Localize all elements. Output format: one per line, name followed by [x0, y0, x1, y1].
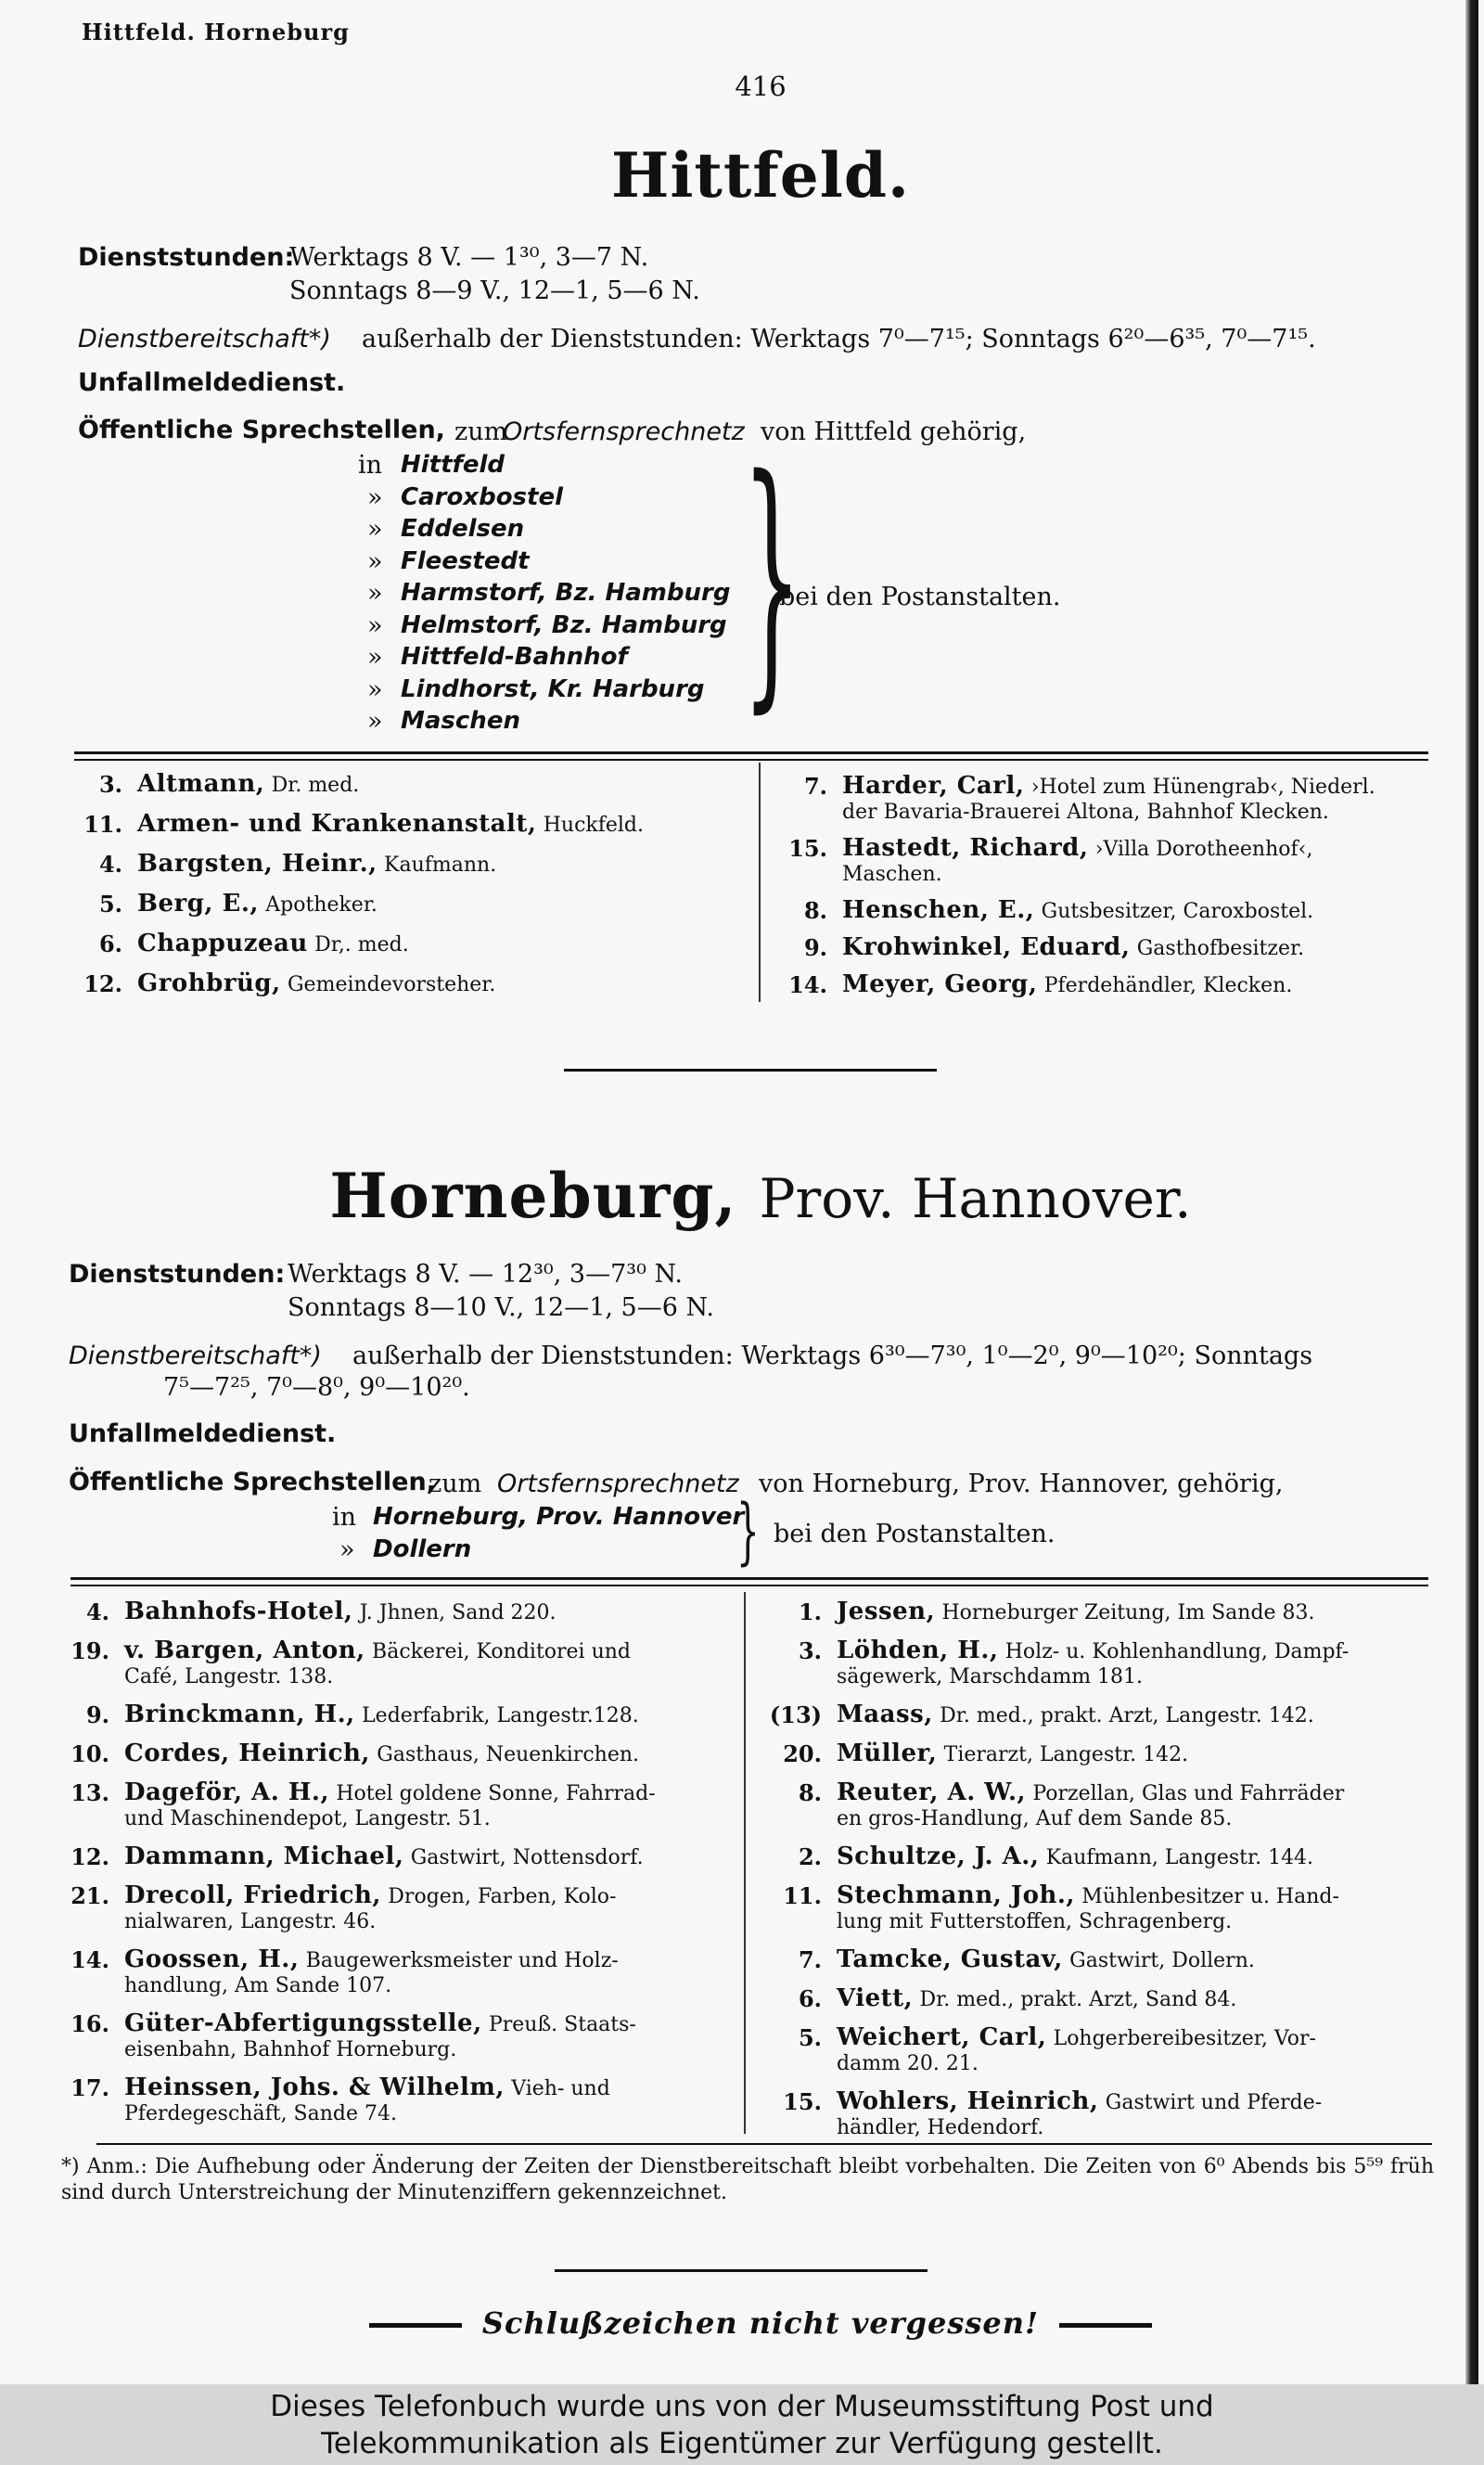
entry-number: 13.	[70, 1779, 109, 1806]
entry-name: Chappuzeau	[137, 930, 308, 957]
entry-description: J. Jhnen, Sand 220.	[359, 1601, 556, 1624]
hittfeld-places-suffix: bei den Postanstalten.	[779, 583, 1061, 611]
section-separator	[564, 1069, 937, 1072]
entry-description: Gemeindevorsteher.	[287, 973, 496, 996]
entry-description: Holz- u. Kohlenhandlung, Dampf-	[1004, 1640, 1350, 1663]
place-name: Dollern	[373, 1535, 472, 1563]
ditto-mark: »	[367, 610, 383, 640]
entry-name: Tamcke, Gustav,	[837, 1945, 1063, 1973]
horneburg-hours-label: Dienststunden:	[69, 1260, 286, 1289]
entry-continuation: sägewerk, Marschdamm 181.	[837, 1665, 1144, 1688]
section-title-hittfeld: Hittfeld.	[611, 139, 910, 212]
ditto-mark: »	[367, 579, 383, 608]
entry-description: Preuß. Staats-	[488, 2013, 636, 2036]
entry-number: 2.	[798, 1843, 822, 1870]
hittfeld-column-divider	[759, 763, 761, 1002]
place-name: Eddelsen	[401, 515, 525, 543]
hittfeld-table-rule	[74, 751, 1428, 761]
entry-continuation: lung mit Futterstoffen, Schragenberg.	[837, 1910, 1233, 1933]
horneburg-places-in: in	[332, 1503, 357, 1532]
hittfeld-public-owner: von Hittfeld gehörig,	[761, 417, 1027, 446]
entry-name: Meyer, Georg,	[842, 970, 1038, 998]
entry-continuation: händler, Hedendorf.	[837, 2116, 1044, 2139]
entry-number: 4.	[98, 851, 122, 878]
entry-name: Güter-Abfertigungsstelle,	[124, 2009, 482, 2037]
entry-name: Cordes, Heinrich,	[124, 1740, 370, 1767]
entry-number: 4.	[85, 1598, 109, 1625]
entry-name: v. Bargen, Anton,	[124, 1637, 365, 1664]
closing-separator	[555, 2269, 928, 2272]
entry-description: Horneburger Zeitung, Im Sande 83.	[941, 1601, 1315, 1624]
entry-number: 7.	[803, 773, 827, 800]
entry-name: Weichert, Carl,	[837, 2023, 1047, 2051]
entry-continuation: handlung, Am Sande 107.	[124, 1974, 392, 1997]
closing-dash-left	[369, 2323, 462, 2328]
entry-name: Reuter, A. W.,	[837, 1778, 1027, 1806]
horneburg-public-network: Ortsfernsprechnetz	[497, 1470, 739, 1498]
entry-description: Gasthofbesitzer.	[1136, 937, 1305, 960]
entry-number: (13)	[769, 1701, 822, 1728]
ditto-mark: »	[367, 515, 383, 544]
footer-line-1: Dieses Telefonbuch wurde uns von der Museumsstiftung Post und	[270, 2390, 1214, 2423]
entry-name: Berg, E.,	[137, 890, 259, 918]
entry-name: Schultze, J. A.,	[837, 1842, 1040, 1870]
entry-description: Tierarzt, Langestr. 142.	[943, 1743, 1189, 1766]
entry-description: Apotheker.	[265, 893, 377, 917]
entry-description: Lohgerbereibesitzer, Vor-	[1053, 2027, 1316, 2050]
section-title-horneburg	[0, 1160, 1484, 1232]
footer-banner	[0, 2384, 1484, 2465]
entry-name: Bargsten, Heinr.,	[137, 850, 377, 878]
entry-number: 10.	[70, 1740, 109, 1767]
entry-name: Müller,	[837, 1740, 938, 1767]
entry-description: Kaufmann, Langestr. 144.	[1045, 1846, 1314, 1869]
entry-description: Dr. med.	[271, 774, 360, 797]
hittfeld-public-label: Öffentliche Sprechstellen,	[78, 416, 445, 444]
horneburg-table-rule	[70, 1577, 1428, 1586]
entry-name: Jessen,	[837, 1598, 936, 1625]
ditto-mark: »	[367, 674, 383, 704]
entry-number: 14.	[70, 1946, 109, 1973]
entry-continuation: nialwaren, Langestr. 46.	[124, 1910, 377, 1933]
page-number: 416	[735, 71, 787, 102]
hittfeld-public-zum: zum	[454, 417, 508, 446]
hittfeld-public-network: Ortsfernsprechnetz	[503, 417, 745, 446]
place-name: Harmstorf, Bz. Hamburg	[401, 579, 731, 607]
horneburg-column-divider	[744, 1592, 746, 2134]
entry-description: Pferdehändler, Klecken.	[1043, 974, 1293, 997]
entry-continuation: eisenbahn, Bahnhof Horneburg.	[124, 2038, 457, 2061]
entry-name: Wohlers, Heinrich,	[837, 2087, 1099, 2115]
entry-description: Lederfabrik, Langestr.128.	[362, 1704, 639, 1727]
entry-number: 12.	[70, 1843, 109, 1870]
ditto-mark: »	[367, 707, 383, 736]
place-name: Helmstorf, Bz. Hamburg	[401, 610, 727, 639]
entry-description: Gastwirt, Nottensdorf.	[410, 1846, 644, 1869]
entry-continuation: damm 20. 21.	[837, 2052, 979, 2075]
horneburg-places-suffix: bei den Postanstalten.	[774, 1520, 1055, 1548]
entry-number: 3.	[798, 1637, 822, 1664]
entry-continuation: en gros-Handlung, Auf dem Sande 85.	[837, 1807, 1233, 1830]
entry-name: Drecoll, Friedrich,	[124, 1881, 381, 1909]
closing-line	[0, 2305, 1484, 2341]
footer-line-2: Telekommunikation als Eigentümer zur Verfügung gestellt.	[321, 2427, 1163, 2460]
entry-continuation: der Bavaria-Brauerei Altona, Bahnhof Klecken.	[842, 801, 1329, 824]
hittfeld-hours-label: Dienststunden:	[78, 243, 295, 272]
entry-number: 3.	[98, 771, 122, 798]
entry-name: Altmann,	[137, 770, 265, 798]
entry-name: Heinssen, Johs. & Wilhelm,	[124, 2073, 505, 2101]
horneburg-standby-text: außerhalb der Dienststunden: Werktags 6³⁰—7³⁰, 1⁰—2⁰, 9⁰—10²⁰; Sonntags	[352, 1342, 1313, 1370]
entry-number: 6.	[98, 931, 122, 957]
entry-name: Viett,	[837, 1984, 914, 2012]
entry-description: Drogen, Farben, Kolo-	[388, 1885, 617, 1908]
horneburg-public-zum: zum	[429, 1470, 482, 1498]
hittfeld-hours-weekday: Werktags 8 V. — 1³⁰, 3—7 N.	[289, 243, 649, 272]
horneburg-hours-sunday: Sonntags 8—10 V., 12—1, 5—6 N.	[288, 1293, 714, 1322]
horneburg-standby-label: Dienstbereitschaft*)	[69, 1342, 322, 1370]
entry-name: Dammann, Michael,	[124, 1842, 404, 1870]
entry-name: Henschen, E.,	[842, 896, 1035, 924]
horneburg-public-owner: von Horneburg, Prov. Hannover, gehörig,	[759, 1470, 1284, 1498]
entry-continuation: Pferdegeschäft, Sande 74.	[124, 2102, 397, 2125]
entry-name: Krohwinkel, Eduard,	[842, 933, 1131, 961]
closing-text: Schlußzeichen nicht vergessen!	[481, 2305, 1040, 2341]
entry-description: Gastwirt, Dollern.	[1069, 1949, 1255, 1972]
entry-description: Mühlenbesitzer u. Hand-	[1081, 1885, 1339, 1908]
hittfeld-standby-text: außerhalb der Dienststunden: Werktags 7⁰—7¹⁵; Sonntags 6²⁰—6³⁵, 7⁰—7¹⁵.	[362, 325, 1316, 353]
entry-description: Porzellan, Glas und Fahrräder	[1032, 1782, 1345, 1805]
place-name: Hittfeld	[401, 451, 505, 479]
entry-continuation: Maschen.	[842, 863, 942, 886]
hittfeld-hours-sunday: Sonntags 8—9 V., 12—1, 5—6 N.	[289, 276, 700, 305]
hittfeld-accident-service: Unfallmeldedienst.	[78, 368, 346, 397]
entry-name: Goossen, H.,	[124, 1945, 300, 1973]
entry-number: 14.	[788, 971, 827, 998]
entry-description: Dr. med., prakt. Arzt, Sand 84.	[919, 1988, 1237, 2011]
entry-number: 19.	[70, 1637, 109, 1664]
entry-number: 15.	[783, 2088, 822, 2115]
entry-description: Dr,. med.	[314, 933, 409, 956]
entry-number: 8.	[803, 897, 827, 924]
place-name: Hittfeld-Bahnhof	[401, 643, 628, 671]
horneburg-hours-weekday: Werktags 8 V. — 12³⁰, 3—7³⁰ N.	[288, 1260, 683, 1289]
entry-continuation: und Maschinendepot, Langestr. 51.	[124, 1807, 491, 1830]
footnote-rule	[96, 2143, 1432, 2145]
entry-number: 15.	[788, 835, 827, 862]
entry-name: Bahnhofs-Hotel,	[124, 1598, 353, 1625]
entry-number: 11.	[83, 811, 122, 838]
entry-description: Huckfeld.	[543, 814, 644, 837]
hittfeld-standby-label: Dienstbereitschaft*)	[78, 325, 331, 353]
entry-description: Kaufmann.	[384, 854, 497, 877]
entry-description: Bäckerei, Konditorei und	[372, 1640, 632, 1663]
horneburg-places-brace: }	[736, 1490, 760, 1573]
entry-number: 5.	[798, 2024, 822, 2051]
entry-description: Hotel goldene Sonne, Fahrrad-	[336, 1782, 656, 1805]
entry-number: 11.	[783, 1882, 822, 1909]
entry-description: Vieh- und	[511, 2077, 610, 2100]
entry-name: Brinckmann, H.,	[124, 1701, 355, 1728]
entry-number: 6.	[798, 1985, 822, 2012]
entry-name: Stechmann, Joh.,	[837, 1881, 1075, 1909]
entry-description: ›Hotel zum Hünengrab‹, Niederl.	[1030, 776, 1375, 799]
place-name: Lindhorst, Kr. Harburg	[401, 674, 705, 703]
entry-number: 1.	[798, 1598, 822, 1625]
entry-number: 8.	[798, 1779, 822, 1806]
entry-number: 12.	[83, 970, 122, 997]
entry-name: Dageför, A. H.,	[124, 1778, 329, 1806]
horneburg-standby-continuation: 7⁵—7²⁵, 7⁰—8⁰, 9⁰—10²⁰.	[163, 1373, 470, 1402]
place-name: Maschen	[401, 707, 520, 735]
horneburg-public-label: Öffentliche Sprechstellen,	[69, 1468, 436, 1496]
horneburg-accident-service: Unfallmeldedienst.	[69, 1419, 337, 1448]
entry-name: Hastedt, Richard,	[842, 834, 1089, 862]
entry-continuation: Café, Langestr. 138.	[124, 1665, 334, 1688]
entry-number: 16.	[70, 2010, 109, 2037]
closing-dash-right	[1059, 2323, 1152, 2328]
running-head: Hittfeld. Horneburg	[82, 19, 350, 45]
horneburg-title-main: Horneburg,	[329, 1160, 737, 1232]
entry-description: Gutsbesitzer, Caroxbostel.	[1041, 900, 1314, 923]
entry-number: 5.	[98, 891, 122, 918]
entry-name: Grohbrüg,	[137, 969, 281, 997]
entry-number: 9.	[85, 1701, 109, 1728]
entry-number: 20.	[783, 1740, 822, 1767]
entry-description: Dr. med., prakt. Arzt, Langestr. 142.	[940, 1704, 1314, 1727]
place-name: Horneburg, Prov. Hannover	[373, 1503, 745, 1531]
place-name: Fleestedt	[401, 546, 530, 575]
entry-name: Harder, Carl,	[842, 772, 1025, 800]
hittfeld-places-brace: }	[742, 423, 802, 736]
footnote: *) Anm.: Die Aufhebung oder Änderung der Zeiten der Dienstbereitschaft bleibt vorbehalten. Die Zeiten von 6⁰ Abends bis 5⁵⁹ früh sind durch Unterstreichung der Minutenziffern gekennzeichnet.	[61, 2155, 1434, 2204]
place-name: Caroxbostel	[401, 482, 564, 511]
ditto-mark: »	[367, 546, 383, 576]
entry-number: 7.	[798, 1946, 822, 1973]
entry-description: Gasthaus, Neuenkirchen.	[377, 1743, 639, 1766]
ditto-mark: »	[367, 643, 383, 672]
entry-name: Löhden, H.,	[837, 1637, 999, 1664]
ditto-mark: »	[367, 482, 383, 512]
entry-description: Baugewerksmeister und Holz-	[305, 1949, 619, 1972]
entry-number: 21.	[70, 1882, 109, 1909]
horneburg-title-province: Prov. Hannover.	[759, 1167, 1192, 1230]
ditto-mark: »	[339, 1535, 355, 1564]
entry-name: Armen- und Krankenanstalt,	[137, 810, 537, 838]
entry-description: ›Villa Dorotheenhof‹,	[1094, 838, 1313, 861]
entry-number: 17.	[70, 2074, 109, 2101]
entry-description: Gastwirt und Pferde-	[1105, 2091, 1323, 2114]
entry-name: Maass,	[837, 1701, 933, 1728]
hittfeld-places-in: in	[358, 451, 383, 480]
entry-number: 9.	[803, 934, 827, 961]
